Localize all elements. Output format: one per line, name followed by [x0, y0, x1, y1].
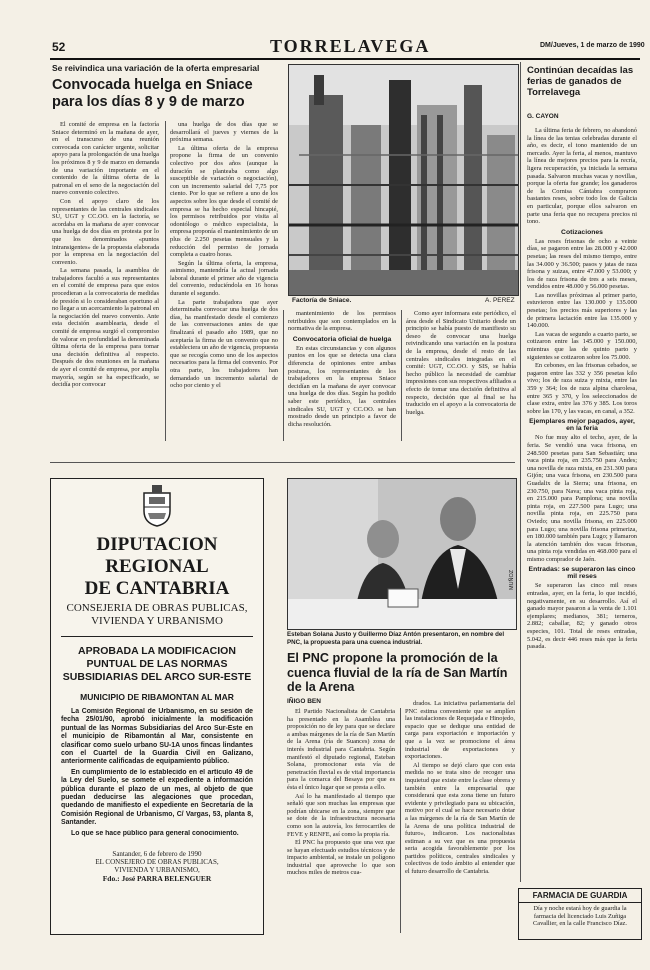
pharmacy-text: Día y noche estará hoy de guardia la farmacia del licenciado Luis Zuñiga Cavallier, en la calle Francisco Díaz.	[533, 905, 627, 928]
cattle-column	[527, 127, 637, 887]
section-subhead: Ejemplares mejor pagados, ayer, en la feria	[529, 418, 635, 433]
lead-column-2	[170, 121, 278, 441]
dateline: DM/Jueves, 1 de marzo de 1990	[540, 42, 645, 49]
paragraph: El Partido Nacionalista de Cantabria ha presentado en la Asamblea una proposición no de ley para que se declare a ambas márgenes de la ría de San Martín de la Arena (ría de Suances) zona de interés industrial para Cantabria. Según manifestó el diputado regional, Esteban Solana, promocionar esta vía de penetración fluvial es de vital importancia para la comarca del Besaya por que es ésta el único lugar que se presta a ello.	[287, 708, 395, 791]
column-divider	[400, 708, 401, 933]
org-line-2: DE CANTABRIA	[84, 578, 230, 599]
org-line-1: DIPUTACION REGIONAL	[96, 534, 218, 577]
page-number: 52	[52, 40, 66, 54]
section-subhead: Cotizaciones	[561, 228, 603, 236]
pnc-byline: IÑIGO BEN	[287, 698, 321, 705]
notice-body-2: En cumplimiento de lo establecido en el artículo 49 de la Ley del Suelo, se somete el expediente a información pública durante el plazo de un mes, al objeto de que puedan deducirse las alegaciones que procedan, quedando de manifiesto el expediente en Secretaría de la Comisión Regional de Urbanismo, C/ Vargas, 53, planta 8, Santander.	[61, 768, 253, 827]
section-subhead: Convocatoria oficial de huelga	[292, 335, 392, 343]
notice-title: APROBADA LA MODIFICACION PUNTUAL DE LAS NORMAS SUBSIDIARIAS DEL ARCO SUR-ESTE	[62, 645, 252, 683]
paragraph: Las vacas de segundo a cuarto parto, se cotizaron entre las 145.000 y 150.000, mientras que las de quinto parto y siguientes se cotizaron sobre los 75.000.	[527, 330, 637, 361]
paragraph: No fue muy alto el techo, ayer, de la feria. Se vendió una vaca frisona, en 248.500 pesetas para San Sebastián; una vaca pinta roja, en 235.750 para Andes; una novilla de raza mixta, en 231.300 para Gijón; una vaca frisona, en 230.500 para Guadalix de la Sierra; una frisona, en 230.750, para Nava; una vaca pinta roja, en 215.000 para Pamplona; una novilla pinta roja, en 227.500 para Lugo; una novilla pinta roja, en 225.750 para Oviedo; una novilla frisona, en 225.000 para Lugo; una novilla frisona primeriza, en 180.000 también para Lugo; y llamaron la atención también dos vacas frisonas, una pinta roja vendidas en 468.000 para el mismo comprador de Jaén.	[527, 434, 637, 563]
photo-caption: Factoría de Sniace.	[292, 297, 352, 304]
column-divider	[520, 62, 521, 882]
people-illustration	[288, 479, 516, 629]
government-notice	[50, 478, 264, 935]
paragraph: En cebones, en las frisonas cebados, se pagaron entre las 332 y 356 pesetas kilo vivo; los de raza suiza y mixta, entre las 359 y 364; los de raza alpina charolesa, entre 365 y 370, y los seleccionados de clase extra, entre las 376 y 385. Los toros sobre las 170, y las vacas, en canal, a 352.	[527, 362, 637, 415]
newspaper-name: TORRELAVEGA	[270, 36, 431, 56]
paragraph: La última oferta de la empresa propone la firma de un convenio colectivo por dos años (aunque la duración se planteaba como algo susceptible de variación o negociación), con un incremento salarial del 7,75 por ciento. Por lo que se refiere a uno de los aspectos sobre los que desde el comité de empresa se ha hecho especial hincapié, los permisos retribuidos por visita al odontólogo o médico especialista, la empresa proponía el mantenimiento de un plus de 2.250 pesetas mensuales y la reducción del permiso de jornada completa a cuatro horas.	[170, 144, 278, 259]
paragraph: Se superaron las cinco mil reses entradas, ayer, en la feria, lo que incidió, negativamente, en su desarrollo. Así el ganado mayor pasaron a la venta de 1.101 ejemplares; medianos, 381; terneros, 2.882; caballar, 82; y ganado otros especies, 101. Total de reses entradas, 5.042, es decir 446 reses más que la feria pasada.	[527, 582, 637, 651]
paragraph: La última feria de febrero, no abandonó la línea de las tenias celebradas durante el año, es decir, el tono mantenido de un mercado. Ayer la feria, al menos, mantuvo la línea de mejores precios para la recría, ligera recuperación, ya iniciada la semana pasada. Salvaron muchas vacas y novillas, porque la oferta fue grande; los ganaderos de la Cornisa Cántabra compraron bastantes reses, sobre todo los de Galicia en particular, porque ellos salvaron en parte una feria que no recupera precios ni tono.	[527, 127, 637, 226]
divider	[61, 636, 253, 637]
photo-credit: A. PEREZ	[485, 297, 515, 304]
photo-caption: Esteban Solana Justo y Guillermo Díaz Antón presentaron, en nombre del PNC, la propuesta para una cuenca industrial.	[287, 631, 505, 646]
lead-headline: Convocada huelga en Sniace para los días 8 y 9 de marzo	[52, 77, 253, 110]
header-rule	[50, 58, 640, 60]
paragraph: Con el apoyo claro de los representantes de las centrales sindicales SU, UGT y CC.OO. en la factoría, se acordaba en la mañana de ayer convocar una huelga de dos días en protesta por lo que los denominados «puntos intransigentes» de la propuesta elaborada por la empresa en la negociación del convenio.	[52, 197, 159, 266]
municipality: MUNICIPIO DE RIBAMONTAN AL MAR	[80, 692, 234, 702]
column-divider	[283, 310, 284, 441]
notice-body-1: La Comisión Regional de Urbanismo, en su sesión de fecha 25/01/90, aprobó inicialmente la modificación puntual de las Normas Subsidiarias del Arco Sur-Este en el municipio de Ribamontán al Mar, consistente en clasificar como suelo urbano SU-1A unos fincas lindantes con el Cuartel de la Guardia Civil en Galizano, anteriormente calificadas de equipamiento público.	[61, 708, 253, 766]
column-divider	[401, 310, 402, 441]
coat-of-arms	[51, 485, 263, 532]
paragraph: drados. La iniciativa parlamentaria del PNC estima conveniente que se amplíen las instalaciones de Requejada e Hinojedo, espacio que se dedique una entidad de carga para exportación e importación y que a la vez se promocione el área industrial de exportaciones y exportaciones.	[405, 700, 515, 761]
pnc-headline: El PNC propone la promoción de la cuenca fluvial de la ría de San Martín de la Arena	[287, 651, 508, 694]
department: CONSEJERIA DE OBRAS PUBLICAS, VIVIENDA Y URBANISMO	[66, 602, 248, 627]
factory-photo	[288, 64, 519, 296]
paragraph: Según la última oferta, la empresa, asimismo, mantendría la actual jornada laboral durante el primer año de vigencia del convenio, reduciéndola en 16 horas durante el segundo.	[170, 259, 278, 298]
cattle-byline: G. CAYON	[527, 113, 559, 120]
column-divider	[165, 121, 166, 441]
lead-column-4	[406, 310, 516, 445]
paragraph: La parte trabajadora que ayer determinaba convocar una huelga de dos días, ha manifestado desde el comienzo de las conversaciones antes de que finalizará el pasado año 1989, que no aceptaría la firma de un convenio que no estableciera un año de vigencia, propuesta que se recogía como uno de los aspectos necesarios para la firma del convenio. Por otra parte, los trabajadores han demandado un incremento salarial de ocho por ciento y el	[170, 298, 278, 390]
cattle-headline: Continúan decaídas las ferias de ganados de Torrelavega	[527, 65, 634, 98]
paragraph: La semana pasada, la asamblea de trabajadores facultó a sus representantes en el comité de empresa para que estos procedieran a la convocatoria de medidas de presión si lo consideraban oportuno al no llegar a un acercamiento la patronal en la negociación del nuevo convenio. Ante esta decisión asamblearia, desde el comité de empresa surgió el compromiso de valorar en profundidad la denominada última oferta de la empresa para tomar una decisión definitiva al respecto. Después de dos reuniones en la mañana de ayer el comité de empresa, por amplia mayoría, según se ha especificado, se decidía por convocar	[52, 267, 159, 389]
sign-role-2: VIVIENDA Y URBANISMO,	[114, 866, 200, 875]
pnc-column-1	[287, 708, 395, 936]
notice-body-3: Lo que se hace público para general conocimiento.	[71, 829, 239, 837]
pharmacy-title: FARMACIA DE GUARDIA	[519, 889, 641, 903]
lead-column-1	[52, 121, 159, 441]
paragraph: Las reses frisonas de ocho a veinte días, se pagaron entre las 28.000 y 42.000 pesetas; las reses del mismo tiempo, entre las 34.000 y 36.500; pasos y jatas de raza frisona y suizas, entre 47.000 y 53.000; y los de raza frisona de tres a seis meses, vendidos entre 48.000 y 56.000 pesetas.	[527, 237, 637, 291]
section-divider	[50, 462, 515, 463]
factory-illustration	[289, 65, 518, 295]
pnc-column-2	[405, 700, 515, 936]
paragraph: mantenimiento de los permisos retribuidos que son contemplados en la normativa de la empresa.	[288, 310, 396, 333]
sign-date: Santander, 6 de febrero de 1990	[112, 850, 202, 859]
lead-kicker: Se reivindica una variación de la oferta empresarial	[52, 63, 260, 73]
pharmacy-box	[518, 888, 642, 940]
paragraph: En estas circunstancias y con algunos puntos en los que se detecta una clara diferencia de opiniones entre ambas posturas, los representantes de los trabajadores en la empresa Sniace decidían en la mañana de ayer convocar una huelga de dos días. Según ha podido saber este periódico, las centrales sindicales SU, UGT y CC.OO. se han mostrado desde un principio a favor de dicha resolución.	[288, 344, 396, 428]
paragraph: Así lo ha manifestado al tiempo que señaló que son muchas las empresas que podrían ubicarse en la zona, siempre que se dote de la infraestructura necesaria como son la autovía, los ferrocarriles de FEVE y RENFE, así como la propia ría.	[287, 792, 395, 838]
paragraph: Al tiempo se dejó claro que con esta medida no se trata sino de recoger una inquietud que existe entre la clase obrera y también entre la empresarial que considerará que esta zona tiene un futuro evidente y privilegiado para su ubicación, motivo por el cual se hace necesario dotar a las márgenes de la ría de San Martín de la Arena de una política industrial de futuro», indicaron. Los nacionalistas estiman a su vez que es una propuesta seria acogida favorablemente por los partidos políticos, centrales sindicales y colectivos de todo ámbito al entender que el futuro desarrollo de Cantabria.	[405, 761, 515, 876]
paragraph: Como ayer informara este periódico, el área desde el Sindicato Unitario desde un principio se había puesto de manifiesto su deseo de convocar una huelga reivindicando una variación en la postura de la empresa, desde el resto de las centrales sindicales integradas en el comité: UGT, CC.OO. y SIS, se había hecho público la necesidad de cambiar impresiones con sus respectivos afiliados a efecto de tomar una decisión definitiva al respecto, decisión que al final se ha traducido en el apoyo a la convocatoria de huelga.	[406, 310, 516, 416]
paragraph: Las novillas próximas al primer parto, estuvieron entre las 130.000 y 135.000 pesetas; los precios más superiores y las de primera lactación entre las 135.000 y 140.000.	[527, 291, 637, 330]
sign-name: Fdo.: José PARRA BELENGUER	[102, 874, 212, 884]
section-subhead: Entradas: se superaron las cinco mil reses	[528, 566, 636, 581]
paragraph: El comité de empresa en la factoría Sniace determinó en la mañana de ayer, en el transcurso de una reunión convocada con carácter urgente, solicitar apoyo para la prolongación de una huelga los próximos 8 y 9 de marzo en demanda de una variación importante en el contenido de la última oferta de la patronal en el seno de la negociación del nuevo convenio colectivo.	[52, 121, 159, 197]
lead-column-3	[288, 310, 396, 445]
press-conference-photo	[287, 478, 517, 630]
photo-credit: MUÑOZ	[509, 569, 515, 590]
paragraph: El PNC ha propuesto que una vez que se hayan efectuado estudios técnicos y de impacto ambiental, se instale un polígono industrial que aproveche lo que son muchos miles de metros cua-	[287, 839, 395, 877]
sign-role-1: EL CONSEJERO DE OBRAS PUBLICAS,	[95, 858, 219, 867]
paragraph: una huelga de dos días que se desarrollará el jueves y viernes de la próxima semana.	[170, 121, 278, 144]
